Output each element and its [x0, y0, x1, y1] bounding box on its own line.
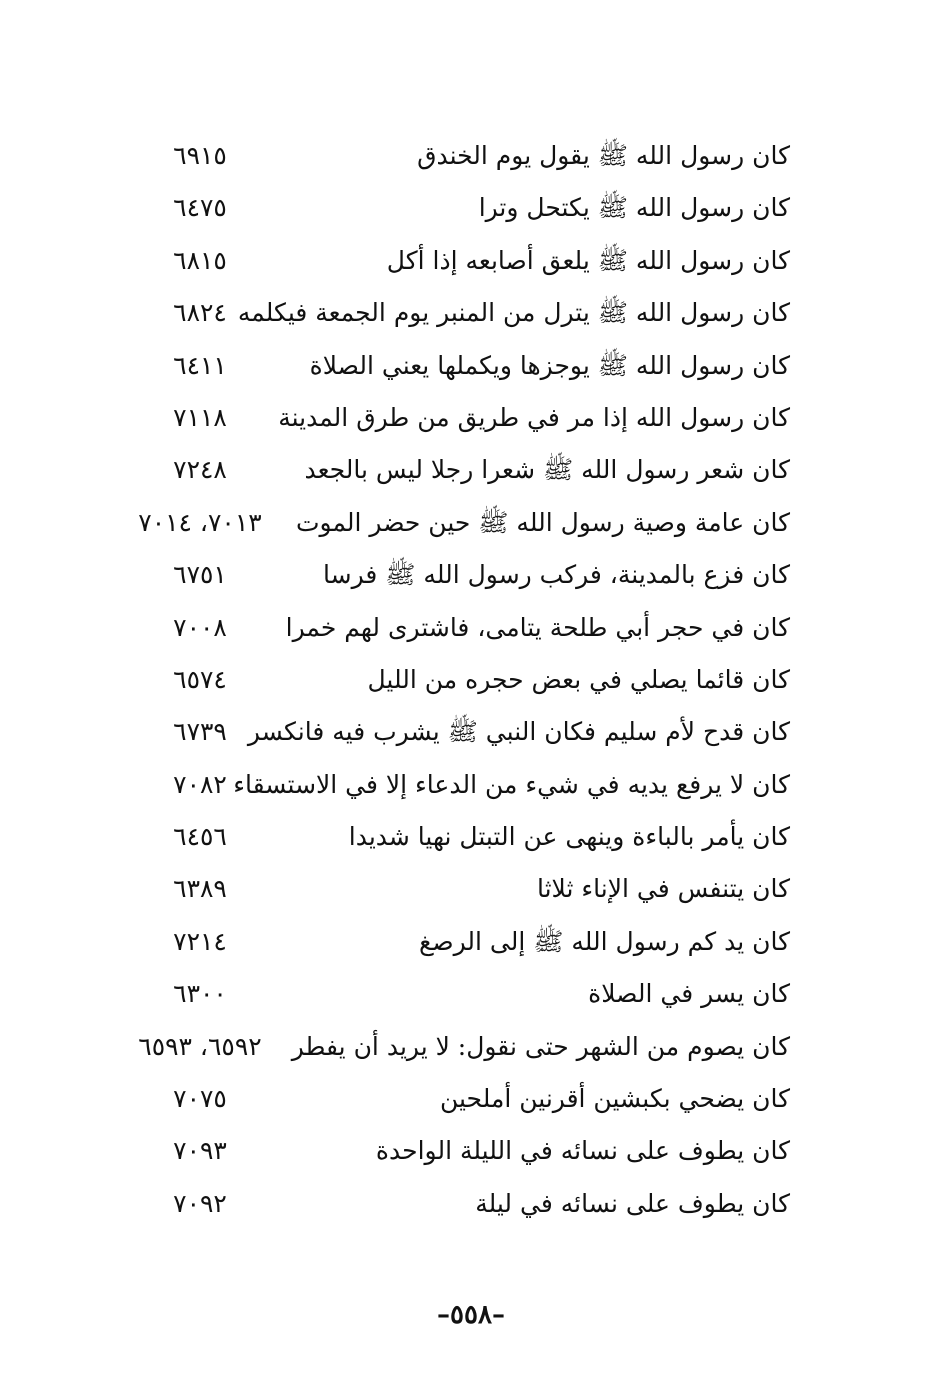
entry-text: كان فزع بالمدينة، فركب رسول الله ﷺ فرسا: [323, 560, 790, 590]
entry-reference-number: ٦٥٧٤: [173, 664, 227, 694]
index-entry: [100, 761, 820, 813]
entry-text: كان شعر رسول الله ﷺ شعرا رجلا ليس بالجعد: [304, 455, 790, 485]
index-entry: [100, 604, 820, 656]
index-entry: [100, 813, 820, 865]
index-entry: [100, 446, 820, 498]
entry-text: كان رسول الله ﷺ يكتحل وترا: [478, 193, 790, 223]
entry-reference-number: ٧٠٠٨: [173, 612, 227, 642]
index-entry: [100, 499, 820, 551]
index-entry: [100, 1023, 820, 1075]
entry-text: كان يصوم من الشهر حتى نقول: لا يريد أن يفطر: [291, 1031, 790, 1061]
index-entry: [100, 1127, 820, 1179]
entry-reference-number: ٧٠٩٢: [173, 1188, 227, 1218]
page-number: –٥٥٨–: [437, 1300, 505, 1330]
index-entry: [100, 1180, 820, 1232]
entry-reference-number: ٦٩١٥: [173, 141, 227, 170]
index-entry: [100, 342, 820, 394]
entry-text: كان يطوف على نسائه في ليلة: [475, 1188, 790, 1218]
entry-text: كان يطوف على نسائه في الليلة الواحدة: [375, 1136, 790, 1166]
entry-reference-number: ٧٢١٤: [173, 926, 227, 956]
entry-text: كان في حجر أبي طلحة يتامى، فاشترى لهم خمرا: [285, 612, 790, 642]
index-entry: [100, 918, 820, 970]
entry-reference-number: ٧٠١٣، ٧٠١٤: [138, 507, 262, 537]
hadith-index-list: [100, 132, 820, 1232]
entry-text: كان يتنفس في الإناء ثلاثا: [536, 874, 790, 904]
entry-text: كان رسول الله ﷺ يترل من المنبر يوم الجمعة فيكلمه: [237, 298, 790, 328]
entry-text: كان يسر في الصلاة: [588, 979, 790, 1009]
index-entry: [100, 970, 820, 1022]
entry-text: كان لا يرفع يديه في شيء من الدعاء إلا في الاستسقاء: [233, 769, 790, 799]
index-entry: [100, 132, 820, 184]
entry-reference-number: ٧٢٤٨: [173, 455, 227, 485]
entry-reference-number: ٦٨١٥: [173, 245, 227, 275]
entry-text: كان رسول الله ﷺ يقول يوم الخندق: [417, 141, 790, 170]
entry-reference-number: ٧٠٨٢: [173, 769, 227, 799]
entry-text: كان عامة وصية رسول الله ﷺ حين حضر الموت: [296, 507, 790, 537]
entry-text: كان رسول الله إذا مر في طريق من طرق المدينة: [278, 402, 790, 432]
entry-text: كان يأمر بالباءة وينهى عن التبتل نهيا شديدا: [348, 822, 790, 852]
entry-reference-number: ٦٨٢٤: [173, 298, 227, 328]
entry-reference-number: ٦٤٧٥: [173, 193, 227, 223]
entry-text: كان قدح لأم سليم فكان النبي ﷺ يشرب فيه فانكسر: [247, 717, 790, 747]
index-entry: [100, 708, 820, 760]
index-entry: [100, 289, 820, 341]
entry-reference-number: ٦٣٨٩: [173, 874, 227, 904]
entry-reference-number: ٦٧٥١: [173, 560, 227, 590]
entry-text: كان قائما يصلي في بعض حجره من الليل: [367, 664, 790, 694]
entry-text: كان رسول الله ﷺ يوجزها ويكملها يعني الصلاة: [309, 350, 790, 380]
entry-reference-number: ٧١١٨: [173, 402, 227, 432]
index-entry: [100, 237, 820, 289]
entry-text: كان يد كم رسول الله ﷺ إلى الرصغ: [419, 926, 790, 956]
index-entry: [100, 656, 820, 708]
index-entry: [100, 184, 820, 236]
entry-reference-number: ٦٣٠٠: [173, 979, 227, 1009]
entry-reference-number: ٦٥٩٢، ٦٥٩٣: [138, 1031, 262, 1061]
entry-text: كان يضحي بكبشين أقرنين أملحين: [439, 1084, 790, 1114]
index-entry: [100, 551, 820, 603]
index-entry: [100, 1075, 820, 1127]
entry-reference-number: ٧٠٩٣: [173, 1136, 227, 1166]
entry-text: كان رسول الله ﷺ يلعق أصابعه إذا أكل: [386, 245, 790, 275]
index-entry: [100, 394, 820, 446]
entry-reference-number: ٧٠٧٥: [173, 1084, 227, 1114]
entry-reference-number: ٦٤٥٦: [173, 822, 227, 852]
index-entry: [100, 865, 820, 917]
entry-reference-number: ٦٧٣٩: [173, 717, 227, 747]
entry-reference-number: ٦٤١١: [173, 350, 227, 380]
